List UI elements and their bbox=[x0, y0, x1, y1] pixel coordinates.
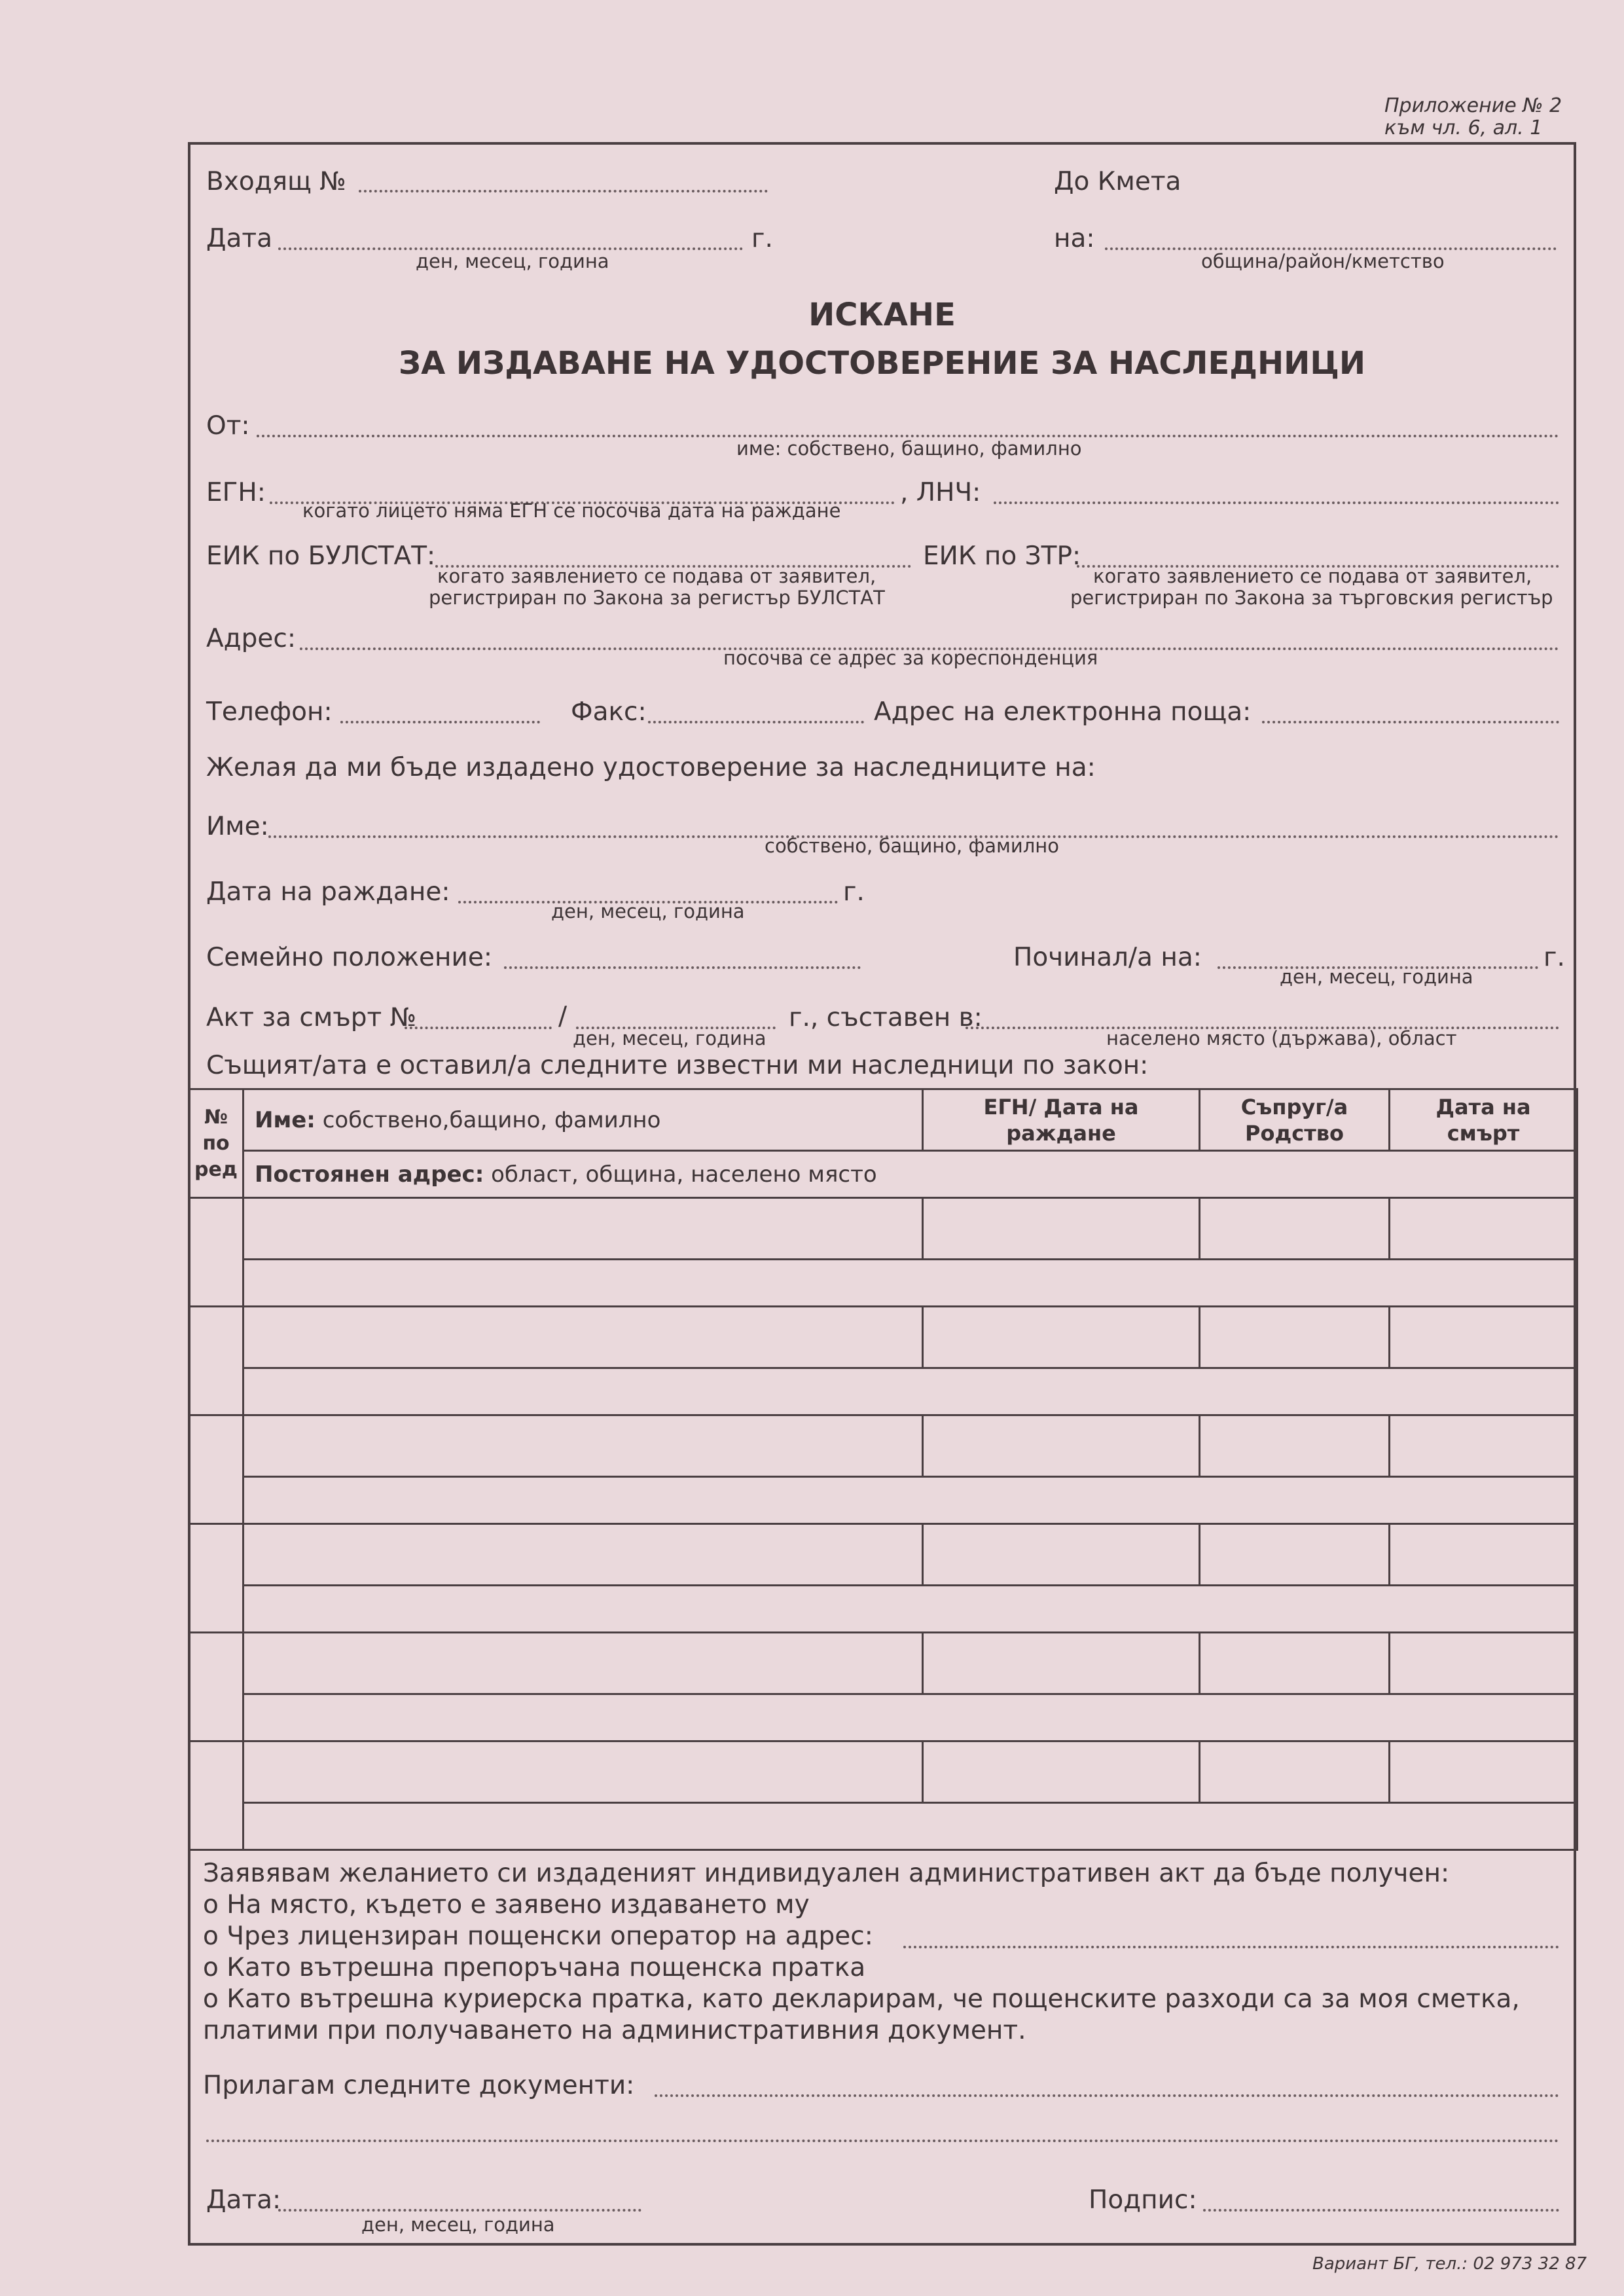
heir-address-cell[interactable] bbox=[244, 1368, 1578, 1415]
delivery-option-courier[interactable]: о Като вътрешна куриерска пратка, като декларирам, че пощенските разходи са за моя сметка, bbox=[203, 1984, 1520, 2014]
applicant-lnch-field[interactable] bbox=[994, 501, 1559, 504]
col-spouse-header: Съпруг/а Родство bbox=[1200, 1089, 1390, 1151]
heir-address-cell[interactable] bbox=[244, 1694, 1578, 1741]
heir-relation-cell[interactable] bbox=[1200, 1633, 1390, 1694]
heir-death-cell[interactable] bbox=[1390, 1524, 1578, 1586]
heir-address-row bbox=[189, 1260, 1578, 1307]
death-act-label: Акт за смърт № bbox=[206, 1003, 417, 1032]
heir-address-row bbox=[189, 1368, 1578, 1415]
heir-number-cell[interactable] bbox=[189, 1307, 244, 1415]
delivery-option-postal[interactable]: о Чрез лицензиран пощенски оператор на адрес: bbox=[203, 1922, 873, 1951]
death-act-number-field[interactable] bbox=[405, 1027, 552, 1029]
heir-name-cell[interactable] bbox=[244, 1307, 923, 1368]
appendix-note bbox=[1384, 95, 1562, 139]
address-label: Адрес: bbox=[206, 624, 296, 653]
death-date-caption: ден, месец, година bbox=[1280, 966, 1473, 988]
heir-name-cell[interactable] bbox=[244, 1198, 923, 1260]
heir-row bbox=[189, 1307, 1578, 1368]
email-label: Адрес на електронна поща: bbox=[874, 697, 1252, 727]
date-caption: ден, месец, година bbox=[416, 250, 609, 272]
heir-death-cell[interactable] bbox=[1390, 1307, 1578, 1368]
heir-name-cell[interactable] bbox=[244, 1741, 923, 1803]
heir-egn-cell[interactable] bbox=[923, 1741, 1200, 1803]
heirs-address-header-row bbox=[189, 1151, 1578, 1198]
incoming-number-field[interactable] bbox=[359, 190, 768, 192]
delivery-option-registered-mail[interactable]: о Като вътрешна препоръчана пощенска пратка bbox=[203, 1953, 866, 1982]
deceased-name-label: Име: bbox=[206, 812, 269, 841]
died-year-suffix: г. bbox=[1543, 943, 1565, 972]
col-number-header: № по ред bbox=[189, 1089, 244, 1198]
heir-relation-cell[interactable] bbox=[1200, 1415, 1390, 1477]
birth-year-suffix: г. bbox=[843, 877, 865, 907]
delivery-intro: Заявявам желанието си издаденият индивидуален административен акт да бъде получен: bbox=[203, 1859, 1450, 1888]
bulstat-label: ЕИК по БУЛСТАТ: bbox=[206, 541, 436, 571]
heir-row bbox=[189, 1633, 1578, 1694]
act-place-caption: населено място (държава), област bbox=[1106, 1027, 1457, 1049]
heir-address-cell[interactable] bbox=[244, 1260, 1578, 1307]
col-death-header: Дата на смърт bbox=[1390, 1089, 1578, 1151]
heir-address-row bbox=[189, 1477, 1578, 1524]
municipality-caption: община/район/кметство bbox=[1201, 250, 1445, 272]
phone-label: Телефон: bbox=[206, 697, 333, 727]
heir-name-cell[interactable] bbox=[244, 1633, 923, 1694]
fax-field[interactable] bbox=[648, 721, 864, 723]
fax-label: Факс: bbox=[571, 697, 647, 727]
signature-date-field[interactable] bbox=[278, 2209, 641, 2212]
heir-row bbox=[189, 1524, 1578, 1586]
heirs-header-row bbox=[189, 1089, 1578, 1151]
delivery-option-courier-cont: платими при получаването на административния документ. bbox=[203, 2016, 1026, 2045]
to-label: на: bbox=[1054, 224, 1095, 253]
heir-number-cell[interactable] bbox=[189, 1198, 244, 1307]
col-address-header: Постоянен адрес: област, община, населено място bbox=[244, 1151, 1578, 1198]
heir-relation-cell[interactable] bbox=[1200, 1524, 1390, 1586]
marital-status-label: Семейно положение: bbox=[206, 943, 492, 972]
heir-number-cell[interactable] bbox=[189, 1524, 244, 1633]
year-suffix: г. bbox=[751, 224, 773, 253]
bulstat-caption-2: регистриран по Закона за регистър БУЛСТАТ bbox=[429, 587, 885, 609]
delivery-option-onsite[interactable]: о На място, където е заявено издаването му bbox=[203, 1890, 810, 1920]
heir-name-cell[interactable] bbox=[244, 1524, 923, 1586]
heir-relation-cell[interactable] bbox=[1200, 1198, 1390, 1260]
heir-address-row bbox=[189, 1694, 1578, 1741]
appendix-line-1: Приложение № 2 bbox=[1384, 94, 1562, 117]
birth-date-caption: ден, месец, година bbox=[551, 900, 745, 922]
heir-death-cell[interactable] bbox=[1390, 1633, 1578, 1694]
heir-row bbox=[189, 1198, 1578, 1260]
postal-address-field[interactable] bbox=[903, 1946, 1559, 1948]
phone-field[interactable] bbox=[340, 721, 540, 723]
attachments-label: Прилагам следните документи: bbox=[203, 2071, 635, 2100]
died-on-label: Починал/а на: bbox=[1013, 943, 1202, 972]
heir-name-cell[interactable] bbox=[244, 1415, 923, 1477]
from-label: От: bbox=[206, 411, 250, 441]
heir-egn-cell[interactable] bbox=[923, 1307, 1200, 1368]
to-mayor-label: До Кмета bbox=[1054, 167, 1182, 196]
act-drawn-label: г., съставен в: bbox=[789, 1003, 983, 1032]
incoming-number-label: Входящ № bbox=[206, 167, 346, 196]
heir-address-row bbox=[189, 1803, 1578, 1850]
heir-egn-cell[interactable] bbox=[923, 1415, 1200, 1477]
col-name-header: Име: собствено,бащино, фамилно bbox=[244, 1089, 923, 1151]
heir-address-row bbox=[189, 1586, 1578, 1633]
form-title: ИСКАНЕ bbox=[808, 297, 956, 333]
heir-number-cell[interactable] bbox=[189, 1741, 244, 1850]
ztr-caption-1: когато заявлението се подава от заявител, bbox=[1093, 565, 1532, 587]
signature-date-caption: ден, месец, година bbox=[361, 2214, 555, 2236]
act-date-caption: ден, месец, година bbox=[573, 1027, 767, 1049]
request-text: Желая да ми бъде издадено удостоверение за наследниците на: bbox=[206, 753, 1096, 782]
heir-address-cell[interactable] bbox=[244, 1477, 1578, 1524]
heir-relation-cell[interactable] bbox=[1200, 1741, 1390, 1803]
email-field[interactable] bbox=[1262, 721, 1559, 723]
from-caption: име: собствено, бащино, фамилно bbox=[736, 437, 1082, 460]
heir-egn-cell[interactable] bbox=[923, 1198, 1200, 1260]
heir-death-cell[interactable] bbox=[1390, 1415, 1578, 1477]
heir-address-cell[interactable] bbox=[244, 1803, 1578, 1850]
heir-death-cell[interactable] bbox=[1390, 1741, 1578, 1803]
heir-address-cell[interactable] bbox=[244, 1586, 1578, 1633]
heir-row bbox=[189, 1415, 1578, 1477]
heirs-intro: Същият/ата е оставил/а следните известни ми наследници по закон: bbox=[206, 1051, 1149, 1080]
heir-death-cell[interactable] bbox=[1390, 1198, 1578, 1260]
attachments-field-1[interactable] bbox=[655, 2094, 1559, 2097]
heir-relation-cell[interactable] bbox=[1200, 1307, 1390, 1368]
marital-status-field[interactable] bbox=[504, 966, 861, 969]
egn-label: ЕГН: bbox=[206, 478, 266, 507]
appendix-line-2: към чл. 6, ал. 1 bbox=[1384, 117, 1543, 139]
deceased-name-caption: собствено, бащино, фамилно bbox=[765, 835, 1059, 857]
footer-text: Вариант БГ, тел.: 02 973 32 87 bbox=[1312, 2254, 1587, 2274]
bulstat-caption-1: когато заявлението се подава от заявител, bbox=[437, 565, 876, 587]
heir-number-cell[interactable] bbox=[189, 1415, 244, 1524]
address-caption: посочва се адрес за кореспонденция bbox=[723, 647, 1098, 669]
lnch-label: , ЛНЧ: bbox=[900, 478, 981, 507]
attachments-field-2[interactable] bbox=[206, 2140, 1559, 2142]
heir-number-cell[interactable] bbox=[189, 1633, 244, 1741]
date-label: Дата bbox=[206, 224, 272, 253]
death-act-slash: / bbox=[558, 1002, 568, 1031]
signature-date-label: Дата: bbox=[206, 2185, 281, 2215]
col-egn-header: ЕГН/ Дата на раждане bbox=[923, 1089, 1200, 1151]
heirs-table bbox=[188, 1088, 1578, 1851]
signature-field[interactable] bbox=[1203, 2209, 1559, 2212]
form-subtitle: ЗА ИЗДАВАНЕ НА УДОСТОВЕРЕНИЕ ЗА НАСЛЕДНИЦИ bbox=[398, 345, 1366, 382]
egn-caption: когато лицето няма ЕГН се посочва дата на раждане bbox=[302, 500, 841, 522]
ztr-label: ЕИК по ЗТР: bbox=[923, 541, 1081, 571]
signature-label: Подпис: bbox=[1089, 2185, 1197, 2215]
ztr-caption-2: регистриран по Закона за търговския регистър bbox=[1070, 587, 1553, 609]
birth-date-label: Дата на раждане: bbox=[206, 877, 450, 907]
heir-row bbox=[189, 1741, 1578, 1803]
heir-egn-cell[interactable] bbox=[923, 1633, 1200, 1694]
heir-egn-cell[interactable] bbox=[923, 1524, 1200, 1586]
